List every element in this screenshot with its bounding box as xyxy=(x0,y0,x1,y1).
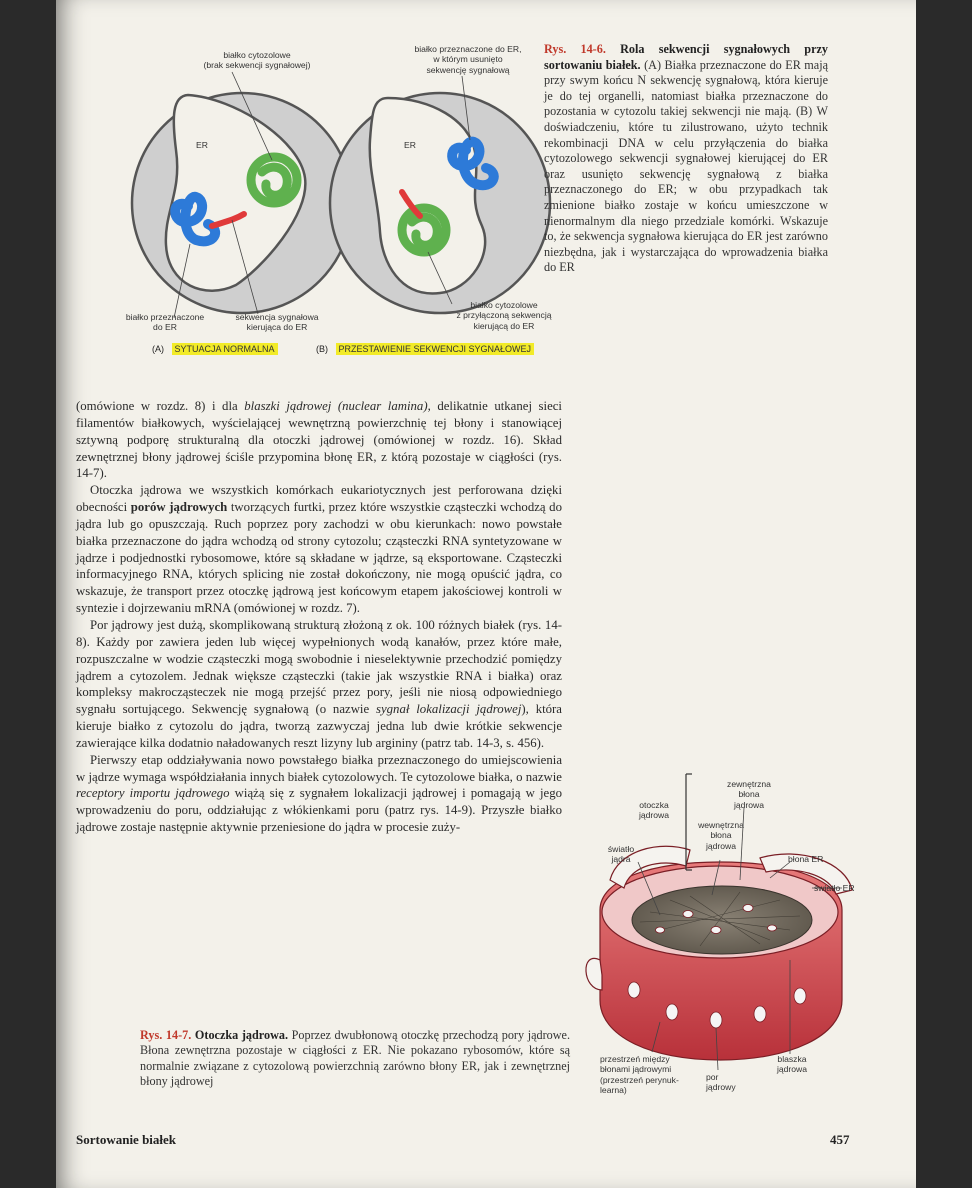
label-line: błona xyxy=(738,789,760,800)
label-er-b: ER xyxy=(404,140,416,150)
label-line: do ER xyxy=(153,322,177,333)
label-line: z przyłączoną sekwencją xyxy=(456,310,552,321)
label-line: jądra xyxy=(611,854,631,865)
caption-title: Rola sekwencji sygnałowych przy sortowaniu białek. xyxy=(544,42,828,72)
label-line: wewnętrzna xyxy=(698,820,744,830)
label-line: zewnętrzna xyxy=(727,779,771,789)
label-er-a: ER xyxy=(196,140,208,150)
label-line: kierująca do ER xyxy=(246,322,308,333)
text-run: delikatnie utkanej sieci filamentów białkowych, wyścielającej wewnętrzną powierzchnię tej błony i stanowiącej sztywną podporę strukturalną dla otoczki jądrowej (omówionej w rozdz. 16). Skład zewnętrznej błony jądrowej ściśle przypomina błonę ER, z którą pozostaje w ciągłości (rys. 14-7). xyxy=(76,399,562,481)
label-er-membrane: błona ER xyxy=(788,854,824,864)
label-line: jądrowa xyxy=(733,799,765,810)
label-line: (przestrzeń perynuk- xyxy=(600,1074,679,1085)
text-run: Pierwszy etap oddziaływania nowo powstałego białka przeznaczonego do umiejscowienia w jądrze wymaga współdziałania innych białek cytozolowych. Te cytozolowe białka, o nazwie xyxy=(76,752,562,784)
caption-figure-14-7 xyxy=(140,1028,570,1090)
label-line: błonami jądrowymi xyxy=(600,1064,672,1075)
label-line: jądrowa xyxy=(638,810,670,821)
label-line: jądrowa xyxy=(705,840,737,851)
panel-b-title: PRZESTAWIENIE SEKWENCJI SYGNAŁOWEJ xyxy=(336,343,535,355)
page-number: 457 xyxy=(830,1132,850,1147)
text-run: Por jądrowy jest dużą, skomplikowaną strukturą złożoną z ok. 100 różnych białek (rys. 14-8). Każdy por zawiera jeden lub więcej wypełnionych wodą kanałów, przez które małe, rozpuszczalne w wodzie cząsteczki mogą swobodnie i nieselektywnie przechodzić pomiędzy jądrem a cytozolem. Jednak większe cząsteczki (takie jak wszystkie RNA i białka) oraz kompleksy makrocząsteczek nie mogą przejść przez pory, jeśli nie niosą odpowiedniego sygnału sortującego. Sekwencję sygnałową (o nazwie xyxy=(76,617,562,717)
term-nuclear-lamina: blaszki jądrowej (nuclear lamina), xyxy=(244,399,431,413)
er-sheet-front xyxy=(586,958,602,990)
label-line: błona xyxy=(710,830,732,841)
label-line: learna) xyxy=(600,1084,627,1095)
label-line: białko cytozolowe xyxy=(470,300,538,310)
label-line: otoczka xyxy=(639,800,669,810)
caption-text: (A) Białka przeznaczone do ER mają przy swym końcu N sekwencję sygnałową, która kieruje je do tej organelli, natomiast białka przeznaczone do pozostania w cytozolu takiej sekwencji nie mają. (B) W doświadczeniu, które tu zilustrowano, użyto technik rekombinacji DNA w celu przyłączenia do białka cytozolowego sekwencji sygnałowej kierującej do ER oraz usunięto sekwencję sygnałową z białka przeznaczonego do ER; w obu przypadkach tak zmienione białko zostaje w końcu umieszczone w nienormalnym dla niego przedziale komórki. Wskazuje to, że sekwencja sygnałowa kierująca do ER jest zarówno niezbędna, jak i wystarczająca do wprowadzenia białka do ER xyxy=(544,57,828,275)
label-inner-membrane xyxy=(686,820,756,851)
label-line: jądrowa xyxy=(776,1064,808,1075)
label-perinuclear-space xyxy=(600,1054,710,1095)
running-footer-title: Sortowanie białek xyxy=(76,1132,177,1147)
text-run: (omówione w rozdz. 8) i dla xyxy=(76,399,245,413)
label-nuclear-envelope xyxy=(624,800,684,821)
label-er-lumen: światło ER xyxy=(814,883,855,893)
text-run: Otoczka jądrowa we wszystkich komórkach eukariotycznych jest perforowana dzięki obecności xyxy=(76,483,562,515)
text-run: ), która kieruje białko z cytozolu do jądra, tworzą zazwyczaj jedna lub dwie krótkie sekwencje zawierające kilka dodatnio naładowanych reszt lizyny lub argininy (patrz tab. 14-3, s. 456). xyxy=(76,702,562,750)
label-line: w którym usunięto xyxy=(433,54,503,65)
label-line: sekwencja sygnałowa xyxy=(235,312,319,322)
term-nuclear-import-receptors: receptory importu jądrowego xyxy=(76,786,230,801)
text-run: tworzących furtki, przez które wszystkie cząsteczki wchodzą do jądra lub go opuszczają. Ruch poprzez pory zachodzi w obu kierunkach: nowo powstałe białka przeznaczone do jądra wchodzą od strony cytozolu; cząsteczki RNA syntetyzowane w jądrze i podjednostki rybosomowe, które są składane w jądrze, są eksportowane. Cząsteczki informacyjnego RNA, których splicing nie został dokończony, nie mogą opuścić jądra, co wskazuje, że transport przez otoczkę jądrową jest końcowym etapem jakościowej kontroli w syntezie i dojrzewaniu mRNA (omówionej w rozdz. 7). xyxy=(76,500,562,616)
label-line: blaszka xyxy=(777,1054,807,1064)
nuclear-interior xyxy=(632,886,812,954)
panel-a-title: SYTUACJA NORMALNA xyxy=(172,343,278,355)
label-outer-membrane xyxy=(718,779,780,810)
label-line: białko przeznaczone xyxy=(125,312,205,322)
label-nuclear-lumen xyxy=(596,844,646,865)
label-line: sekwencję sygnałową xyxy=(426,64,510,75)
label-line: przestrzeń między xyxy=(600,1054,670,1064)
label-line: por xyxy=(706,1072,719,1082)
label-line: białko cytozolowe xyxy=(223,50,291,60)
label-line: (brak sekwencji sygnałowej) xyxy=(203,60,311,71)
caption-number: Rys. 14-6. xyxy=(544,42,606,56)
label-nuclear-lamina xyxy=(764,1054,820,1075)
label-line: białko przeznaczone do ER, xyxy=(414,44,522,54)
label-line: kierującą do ER xyxy=(473,320,535,331)
panel-b-letter: (B) xyxy=(316,344,328,354)
panel-a-letter: (A) xyxy=(152,344,164,354)
caption-title: Otoczka jądrowa. xyxy=(194,1028,289,1042)
label-nuclear-pore xyxy=(706,1072,736,1093)
label-line: jądrowy xyxy=(706,1082,736,1093)
term-nuclear-localization-signal: sygnał lokalizacji jądrowej xyxy=(376,702,522,717)
caption-text: Poprzez dwubłonową otoczkę przechodzą pory jądrowe. Błona zewnętrzna pozostaje w ciągłości z ER. Nie pokazano rybosomów, które są normalnie związane z cytozolową powierzchnią zarówno błony ER, jak i zewnętrznej błony jądrowej xyxy=(140,1028,570,1089)
label-line: światło xyxy=(607,844,635,854)
text-run: wiążą się z sygnałem lokalizacji jądrowej i pomagają w jego wprowadzeniu do poru, oddziałując z włókienkami poru (patrz rys. 14-9). Przyszłe białko jądrowe zostaje następnie aktywnie przeniesione do jądra w procesie zuży- xyxy=(76,786,562,835)
term-nuclear-pores: porów jądrowych xyxy=(130,500,228,515)
caption-number: Rys. 14-7. xyxy=(140,1028,192,1042)
